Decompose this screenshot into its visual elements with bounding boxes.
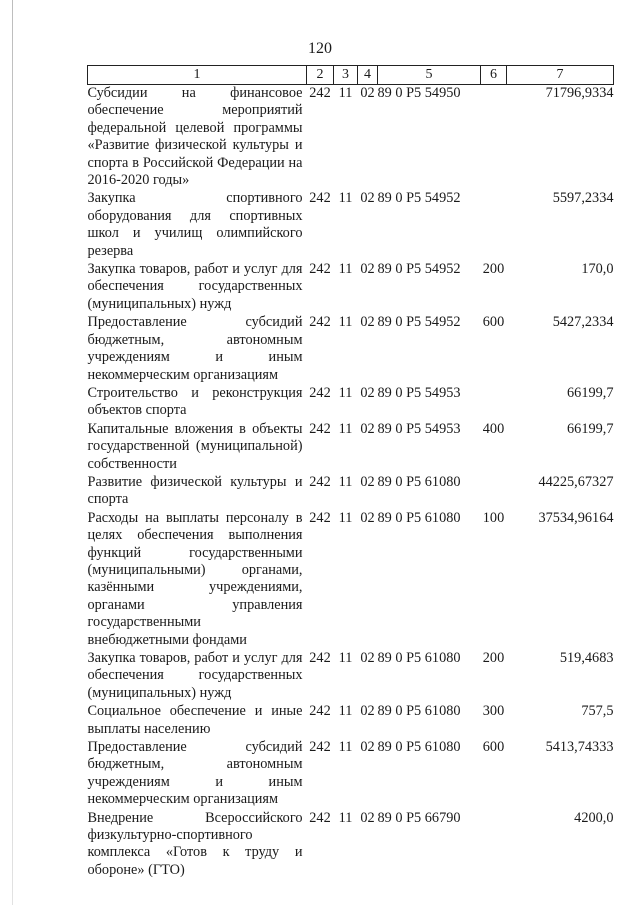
target-article-cell: 89 0 P5 54952 — [377, 261, 461, 278]
subsection-cell: 02 — [360, 650, 375, 666]
subsection-cell: 02 — [360, 314, 375, 331]
table-row — [88, 314, 614, 385]
expense-type-cell — [481, 190, 507, 261]
budget-table — [87, 65, 614, 880]
section-cell: 11 — [338, 509, 353, 526]
amount-cell: 5597,2334 — [552, 190, 614, 207]
section-cell: 11 — [338, 420, 353, 437]
target-article-cell: 89 0 P5 61080 — [377, 509, 461, 526]
column-header: 1 — [88, 66, 307, 85]
amount-cell: 66199,7 — [567, 420, 614, 437]
row-name-cell: Предоставление субсидий бюджетным, автономным учреждениям и иным некоммерческим организациям — [87, 739, 303, 808]
section-cell: 11 — [338, 650, 353, 666]
section-cell: 11 — [338, 261, 353, 278]
amount-cell: 44225,67327 — [538, 473, 614, 490]
section-cell: 11 — [338, 739, 353, 756]
expense-type-cell: 300 — [482, 703, 505, 720]
target-article-cell: 89 0 P5 54953 — [377, 384, 461, 401]
subsection-cell: 02 — [360, 384, 375, 401]
page-number: 120 — [308, 40, 332, 57]
target-article-cell: 89 0 P5 61080 — [377, 739, 461, 756]
row-name-cell: Расходы на выплаты персоналу в целях обеспечения выполнения функций государственными (муниципальными) органами, казёнными учреждениями, органами управления государственными внебюджетными фондами — [87, 509, 303, 648]
amount-cell: 757,5 — [581, 703, 614, 720]
target-article-cell: 89 0 P5 54952 — [377, 314, 461, 331]
table-row — [88, 421, 614, 474]
row-name-cell: Развитие физической культуры и спорта — [87, 473, 303, 508]
expense-type-cell: 100 — [482, 509, 505, 526]
section-cell: 11 — [338, 809, 353, 826]
table-row — [88, 190, 614, 261]
grbs-cell: 242 — [309, 509, 331, 526]
target-article-cell: 89 0 P5 61080 — [377, 473, 461, 490]
grbs-cell: 242 — [309, 473, 331, 490]
grbs-cell: 242 — [309, 703, 331, 720]
expense-type-cell: 600 — [482, 739, 505, 756]
amount-cell: 519,4683 — [559, 650, 614, 666]
table-row — [88, 510, 614, 650]
grbs-cell: 242 — [309, 739, 331, 756]
row-name-cell: Капитальные вложения в объекты государственной (муниципальной) собственности — [87, 420, 303, 472]
table-row — [88, 385, 614, 421]
row-name-cell: Закупка товаров, работ и услуг для обеспечения государственных (муниципальных) нужд — [87, 650, 303, 701]
row-name-cell: Социальное обеспечение и иные выплаты населению — [87, 703, 303, 737]
grbs-cell: 242 — [309, 650, 331, 666]
target-article-cell: 89 0 P5 61080 — [377, 703, 461, 720]
section-cell: 11 — [338, 85, 353, 101]
subsection-cell: 02 — [360, 809, 375, 826]
subsection-cell: 02 — [360, 509, 375, 526]
column-header: 3 — [334, 66, 358, 85]
expense-type-cell — [481, 810, 507, 881]
grbs-cell: 242 — [309, 314, 331, 331]
subsection-cell: 02 — [360, 473, 375, 490]
amount-cell: 170,0 — [581, 261, 614, 278]
subsection-cell: 02 — [360, 85, 375, 101]
grbs-cell: 242 — [309, 420, 331, 437]
target-article-cell: 89 0 P5 54950 — [377, 85, 461, 101]
expense-type-cell: 200 — [482, 261, 505, 278]
section-cell: 11 — [338, 384, 353, 401]
section-cell: 11 — [338, 703, 353, 720]
column-header: 7 — [507, 66, 614, 85]
section-cell: 11 — [338, 190, 353, 207]
table-row — [88, 474, 614, 510]
table-header-row — [88, 66, 614, 85]
row-name-cell: Внедрение Всероссийского физкультурно-спортивного комплекса «Готов к труду и обороне» (ГТО) — [87, 809, 303, 878]
grbs-cell: 242 — [309, 261, 331, 278]
table-row — [88, 810, 614, 881]
expense-type-cell: 200 — [482, 650, 505, 666]
amount-cell: 71796,9334 — [545, 85, 614, 101]
section-cell: 11 — [338, 314, 353, 331]
column-header: 6 — [481, 66, 507, 85]
amount-cell: 4200,0 — [574, 809, 614, 826]
table-row — [88, 85, 614, 191]
grbs-cell: 242 — [309, 190, 331, 207]
expense-type-cell: 600 — [482, 314, 505, 331]
subsection-cell: 02 — [360, 703, 375, 720]
column-header: 4 — [358, 66, 378, 85]
subsection-cell: 02 — [360, 739, 375, 756]
amount-cell: 66199,7 — [567, 384, 614, 401]
table-row — [88, 739, 614, 810]
expense-type-cell — [481, 85, 507, 191]
subsection-cell: 02 — [360, 420, 375, 437]
amount-cell: 37534,96164 — [538, 509, 614, 526]
column-header: 5 — [378, 66, 481, 85]
subsection-cell: 02 — [360, 261, 375, 278]
expense-type-cell: 400 — [482, 420, 505, 437]
row-name-cell: Закупка спортивного оборудования для спортивных школ и училищ олимпийского резерва — [87, 190, 303, 259]
target-article-cell: 89 0 P5 54953 — [377, 420, 461, 437]
table-row — [88, 650, 614, 703]
section-cell: 11 — [338, 473, 353, 490]
grbs-cell: 242 — [309, 809, 331, 826]
target-article-cell: 89 0 P5 61080 — [377, 650, 461, 666]
grbs-cell: 242 — [309, 384, 331, 401]
row-name-cell: Предоставление субсидий бюджетным, автономным учреждениям и иным некоммерческим организациям — [87, 314, 303, 383]
column-header: 2 — [307, 66, 334, 85]
target-article-cell: 89 0 P5 54952 — [377, 190, 461, 207]
amount-cell: 5413,74333 — [545, 739, 614, 756]
table-row — [88, 703, 614, 739]
amount-cell: 5427,2334 — [552, 314, 614, 331]
row-name-cell: Строительство и реконструкция объектов спорта — [87, 384, 303, 419]
scan-margin-line — [12, 0, 13, 905]
row-name-cell: Субсидии на финансовое обеспечение мероприятий федеральной целевой программы «Развитие физической культуры и спорта в Российской Федерации на 2016-2020 годы» — [87, 85, 303, 189]
expense-type-cell — [481, 474, 507, 510]
grbs-cell: 242 — [309, 85, 331, 101]
row-name-cell: Закупка товаров, работ и услуг для обеспечения государственных (муниципальных) нужд — [87, 261, 303, 312]
subsection-cell: 02 — [360, 190, 375, 207]
expense-type-cell — [481, 385, 507, 421]
table-row — [88, 261, 614, 314]
target-article-cell: 89 0 P5 66790 — [377, 809, 461, 826]
